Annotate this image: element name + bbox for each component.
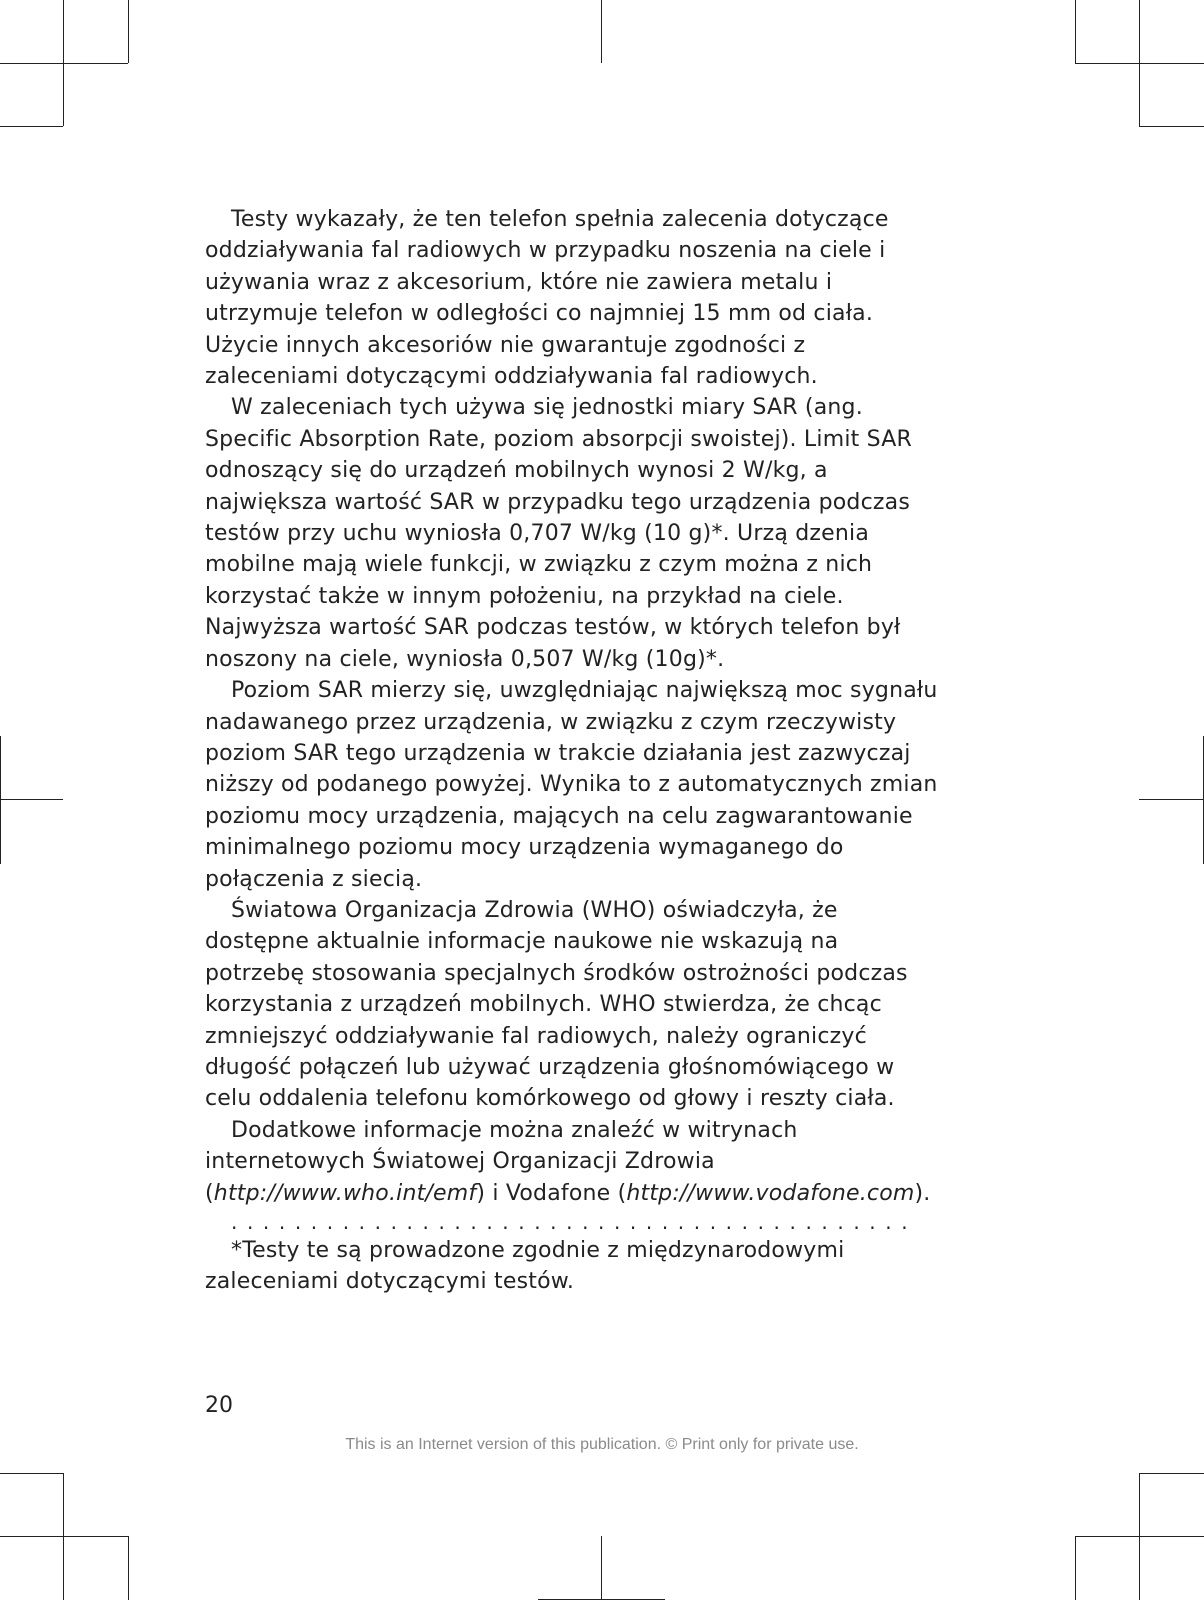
text-line: korzystania z urządzeń mobilnych. WHO stwierdza, że chcąc: [205, 992, 882, 1018]
crop-mark: [0, 799, 63, 800]
crop-mark: [128, 1536, 129, 1600]
dotted-separator: ...........................................: [231, 1210, 918, 1234]
text-line: Światowa Organizacja Zdrowia (WHO) oświadczyła, że: [231, 897, 838, 923]
crop-mark: [1139, 799, 1204, 800]
text-line: mobilne mają wiele funkcji, w związku z czym można z nich: [205, 552, 873, 578]
text-line: Użycie innych akcesoriów nie gwarantuje zgodności z: [205, 332, 806, 358]
paragraph-sar-measurement: [205, 675, 1005, 895]
crop-mark: [0, 63, 128, 64]
text-line: nadawanego przez urządzenia, w związku z czym rzeczywisty: [205, 709, 897, 735]
crop-mark: [0, 1473, 63, 1474]
crop-mark: [128, 0, 129, 63]
text-line: zaleceniami dotyczącymi oddziaływania fal radiowych.: [205, 364, 818, 390]
text-line: Dodatkowe informacje można znaleźć w witrynach: [231, 1117, 798, 1143]
text-line: Specific Absorption Rate, poziom absorpcji swoistej). Limit SAR: [205, 426, 912, 452]
footnote: [205, 1235, 1005, 1298]
who-link[interactable]: http://www.who.int/emf: [213, 1180, 477, 1206]
text-line: W zaleceniach tych używa się jednostki miary SAR (ang.: [231, 395, 863, 421]
link-separator-text: ) i Vodafone (: [476, 1180, 627, 1206]
text-line: największa wartość SAR w przypadku tego urządzenia podczas: [205, 489, 910, 515]
text-line: utrzymuje telefon w odległości co najmniej 15 mm od ciała.: [205, 301, 874, 327]
crop-mark: [1139, 1473, 1204, 1474]
closing-text: ).: [914, 1180, 931, 1206]
footnote-line: zaleceniami dotyczącymi testów.: [205, 1269, 575, 1295]
text-line: używania wraz z akcesorium, które nie zawiera metalu i: [205, 269, 833, 295]
footer-notice: This is an Internet version of this publication. © Print only for private use.: [345, 1436, 859, 1453]
page-number: 20: [205, 1393, 233, 1418]
text-line: zmniejszyć oddziaływanie fal radiowych, należy ograniczyć: [205, 1023, 867, 1049]
text-line: Poziom SAR mierzy się, uwzględniając największą moc sygnału: [231, 678, 938, 704]
crop-mark: [1139, 126, 1204, 127]
paragraph-more-info: [205, 1115, 1005, 1209]
text-line: Testy wykazały, że ten telefon spełnia zalecenia dotyczące: [231, 207, 889, 232]
paragraph-who-statement: [205, 895, 1005, 1115]
paragraph-test-results: [205, 204, 1005, 392]
text-line: korzystać także w innym położeniu, na przykład na ciele.: [205, 583, 844, 609]
crop-mark: [1139, 1473, 1140, 1600]
paragraph-sar-limits: [205, 392, 1005, 675]
text-line: oddziaływania fal radiowych w przypadku noszenia na ciele i: [205, 238, 886, 264]
crop-mark: [1075, 0, 1076, 63]
open-paren: (: [205, 1180, 214, 1206]
text-line: internetowych Światowej Organizacji Zdrowia: [205, 1149, 715, 1175]
text-line: noszony na ciele, wyniosła 0,507 W/kg (10g)*.: [205, 646, 725, 672]
footnote-line: *Testy te są prowadzone zgodnie z międzynarodowymi: [231, 1238, 845, 1263]
text-line: długość połączeń lub używać urządzenia głośnomówiącego w: [205, 1054, 895, 1080]
vodafone-link[interactable]: http://www.vodafone.com: [626, 1180, 915, 1206]
text-line: minimalnego poziomu mocy urządzenia wymaganego do: [205, 835, 844, 861]
text-line: dostępne aktualnie informacje naukowe nie wskazują na: [205, 929, 839, 955]
text-line: niższy od podanego powyżej. Wynika to z automatycznych zmian: [205, 772, 938, 798]
text-line: testów przy uchu wyniosła 0,707 W/kg (10 g)*. Urzą dzenia: [205, 521, 869, 547]
text-line-links: [205, 1178, 1005, 1209]
text-line: połączenia z siecią.: [205, 866, 423, 892]
text-line: poziom SAR tego urządzenia w trakcie działania jest zazwyczaj: [205, 740, 911, 766]
text-line: Najwyższa wartość SAR podczas testów, w których telefon był: [205, 615, 901, 641]
crop-mark: [0, 736, 1, 864]
text-line: potrzebę stosowania specjalnych środków ostrożności podczas: [205, 960, 908, 986]
text-line: poziomu mocy urządzenia, mających na celu zagwarantowanie: [205, 803, 913, 829]
crop-mark: [0, 126, 63, 127]
crop-mark: [1075, 1536, 1076, 1600]
text-line: celu oddalenia telefonu komórkowego od głowy i reszty ciała.: [205, 1086, 895, 1112]
crop-mark: [0, 1536, 128, 1537]
crop-mark: [1075, 63, 1204, 64]
crop-mark: [601, 0, 602, 63]
crop-mark: [601, 1536, 602, 1600]
crop-mark: [63, 1473, 64, 1600]
text-line: odnoszący się do urządzeń mobilnych wynosi 2 W/kg, a: [205, 458, 828, 484]
body-text: [205, 204, 1005, 1298]
